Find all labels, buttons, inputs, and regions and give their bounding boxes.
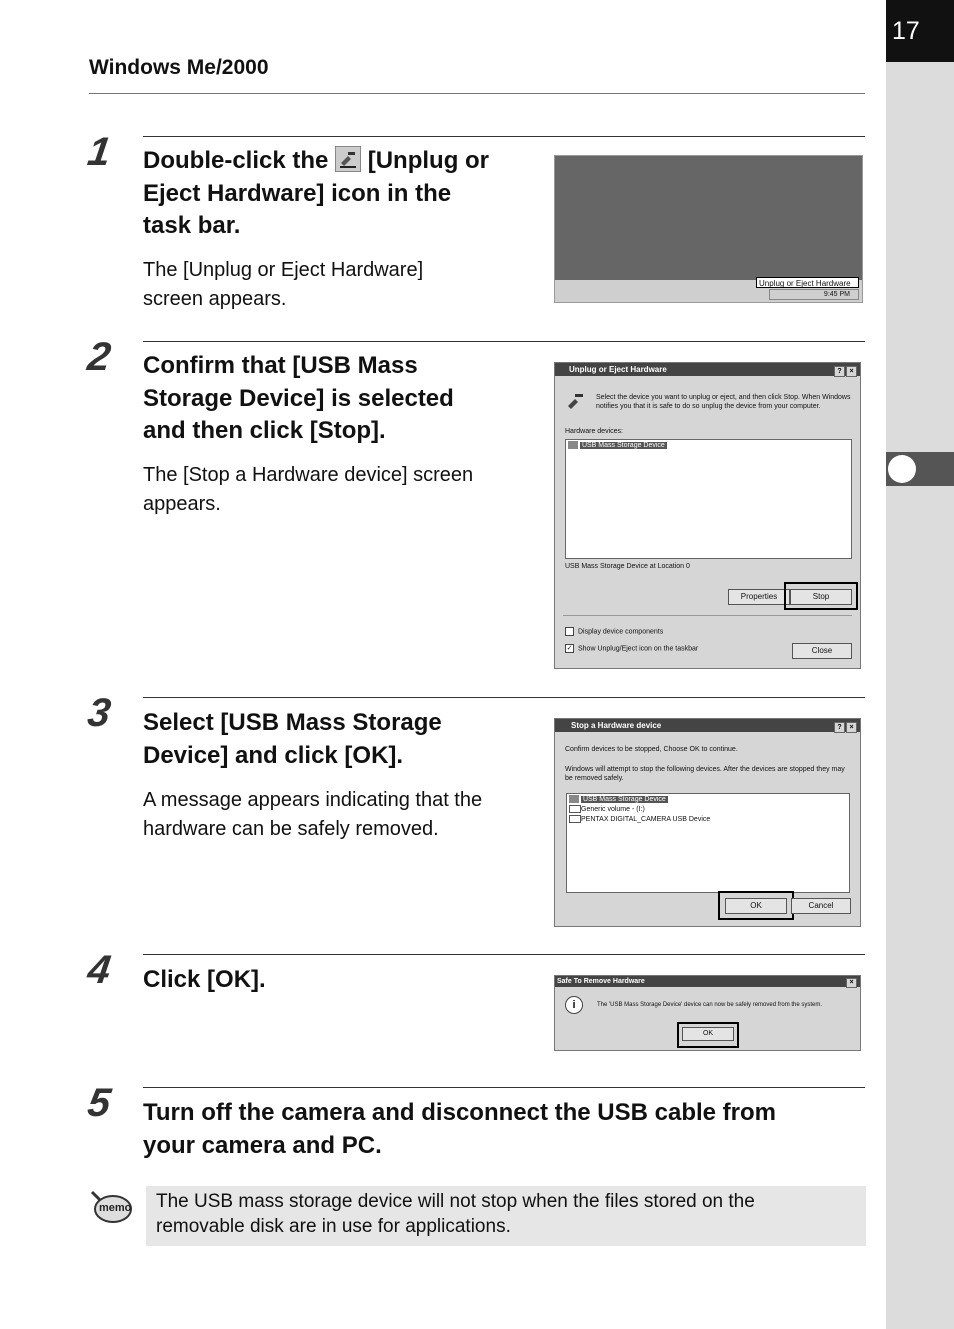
unplug-dialog-titlebar xyxy=(555,363,860,376)
divider xyxy=(563,615,852,616)
memo-line-2: removable disk are in use for applications. xyxy=(156,1216,511,1237)
ok-button[interactable]: OK xyxy=(682,1027,734,1041)
step-5-title xyxy=(143,1097,863,1162)
confirm-text: Confirm devices to be stopped, Choose OK to continue. xyxy=(565,746,738,753)
step-4-number: 4 xyxy=(84,948,114,992)
close-icon[interactable]: × xyxy=(846,978,857,988)
step-5-title-line-1: Turn off the camera and disconnect the USB cable from xyxy=(143,1099,776,1126)
close-button[interactable]: Close xyxy=(792,643,852,659)
chapter-marker xyxy=(888,455,916,483)
step-3-desc-line-2: hardware can be safely removed. xyxy=(143,818,439,840)
step-5-number: 5 xyxy=(84,1081,114,1125)
usb-device-icon xyxy=(568,441,578,449)
titlebar-buttons xyxy=(845,976,857,988)
help-button[interactable]: ? xyxy=(834,366,845,377)
step-2-divider xyxy=(143,341,865,342)
step-1-desc-line-1: The [Unplug or Eject Hardware] xyxy=(143,259,424,281)
step-2-desc-line-2: appears. xyxy=(143,493,221,515)
side-tab-strip xyxy=(886,0,954,1329)
step-1-title-line-2: Eject Hardware] icon in the xyxy=(143,179,452,207)
step-1-title xyxy=(143,145,533,243)
checkmark-icon[interactable]: ✓ xyxy=(566,645,573,652)
checkbox-label: Display device components xyxy=(578,628,664,636)
hardware-device-list[interactable] xyxy=(565,439,852,559)
unplug-instruction: Select the device you want to unplug or eject, and then click Stop. When Windows notifies you that it is safe to do so unplug the device from your computer. xyxy=(596,394,851,410)
checkbox-unchecked[interactable] xyxy=(565,627,574,636)
unplug-dialog xyxy=(554,362,861,669)
drive-icon xyxy=(569,805,581,813)
step-1-divider xyxy=(143,136,865,137)
list-item[interactable] xyxy=(567,814,849,824)
safe-dialog-titlebar xyxy=(555,976,860,987)
unplug-dialog-title: Unplug or Eject Hardware xyxy=(569,365,667,374)
titlebar-buttons xyxy=(833,720,857,733)
step-1-title-line-3: task bar. xyxy=(143,212,241,239)
checkbox-label: Show Unplug/Eject icon on the taskbar xyxy=(578,645,699,653)
step-3-desc-line-1: A message appears indicating that the xyxy=(143,789,483,811)
page-number: 17 xyxy=(886,0,954,62)
tooltip: Unplug or Eject Hardware xyxy=(756,277,859,288)
stop-dialog-titlebar xyxy=(555,719,860,732)
memo-line-1: The USB mass storage device will not stop when the files stored on the xyxy=(156,1191,755,1212)
taskbar-screenshot xyxy=(554,155,863,303)
section-title: Windows Me/2000 xyxy=(89,56,269,79)
info-icon: i xyxy=(565,996,583,1014)
memo-icon-label: memo xyxy=(99,1202,132,1214)
step-2-title-line-1: Confirm that [USB Mass xyxy=(143,352,418,379)
usb-device-icon xyxy=(569,795,579,803)
step-2-number: 2 xyxy=(84,335,114,379)
section-divider xyxy=(89,93,865,94)
step-3-title xyxy=(143,707,533,772)
tree-item-label: PENTAX DIGITAL_CAMERA USB Device xyxy=(581,815,711,823)
step-3-number: 3 xyxy=(84,691,114,735)
step-1-title-first: [Unplug or xyxy=(367,147,490,174)
info-text: Windows will attempt to stop the following devices. After the devices are stopped they may be removed safely. xyxy=(565,766,845,782)
step-3-title-line-2: Device] and click [OK]. xyxy=(143,741,404,769)
devices-label: Hardware devices: xyxy=(565,428,623,435)
step-1-title-pre: Double-click the xyxy=(143,147,329,174)
memo-icon xyxy=(90,1190,132,1224)
help-button[interactable]: ? xyxy=(834,722,845,733)
safe-remove-dialog xyxy=(554,975,861,1051)
close-icon[interactable]: × xyxy=(846,366,857,377)
camera-device-icon xyxy=(569,815,581,823)
list-item[interactable] xyxy=(567,804,849,814)
list-item[interactable] xyxy=(567,794,849,804)
step-3-divider xyxy=(143,697,865,698)
device-location: USB Mass Storage Device at Location 0 xyxy=(565,563,690,570)
step-5-title-line-2: your camera and PC. xyxy=(143,1131,382,1159)
step-1-number: 1 xyxy=(84,130,114,174)
step-3-description xyxy=(143,786,533,844)
stop-button[interactable]: Stop xyxy=(790,589,852,605)
show-icon-option[interactable] xyxy=(565,644,698,653)
tray-clock: 9:45 PM xyxy=(823,291,850,298)
stop-hardware-dialog xyxy=(554,718,861,927)
step-3-title-line-1: Select [USB Mass Storage xyxy=(143,709,442,736)
properties-button[interactable]: Properties xyxy=(728,589,790,605)
unplug-hardware-icon xyxy=(565,391,587,413)
titlebar-buttons xyxy=(833,364,857,377)
stop-dialog-title: Stop a Hardware device xyxy=(571,721,662,730)
cancel-button[interactable]: Cancel xyxy=(791,898,851,914)
close-icon[interactable]: × xyxy=(846,722,857,733)
safe-dialog-title: Safe To Remove Hardware xyxy=(557,978,645,985)
step-2-title xyxy=(143,350,533,448)
device-tree[interactable] xyxy=(566,793,850,893)
step-2-title-line-3: and then click [Stop]. xyxy=(143,417,386,444)
safe-message: The 'USB Mass Storage Device' device can now be safely removed from the system. xyxy=(597,1002,823,1008)
device-name: USB Mass Storage Device xyxy=(581,441,665,449)
step-5-divider xyxy=(143,1087,865,1088)
unplug-hardware-icon xyxy=(335,146,361,172)
step-2-desc-line-1: The [Stop a Hardware device] screen xyxy=(143,464,474,486)
system-tray xyxy=(769,289,859,300)
ok-button[interactable]: OK xyxy=(725,898,787,914)
list-item[interactable] xyxy=(566,440,851,450)
step-4-title: Click [OK]. xyxy=(143,966,266,993)
step-2-description xyxy=(143,461,533,519)
step-2-title-line-2: Storage Device] is selected xyxy=(143,384,454,412)
display-components-option[interactable] xyxy=(565,627,663,636)
memo-note xyxy=(146,1186,866,1246)
tree-item-label: USB Mass Storage Device xyxy=(582,795,666,803)
step-1-description xyxy=(143,256,533,314)
step-1-desc-line-2: screen appears. xyxy=(143,288,287,310)
step-4-divider xyxy=(143,954,865,955)
tree-item-label: Generic volume - (I:) xyxy=(581,805,645,813)
